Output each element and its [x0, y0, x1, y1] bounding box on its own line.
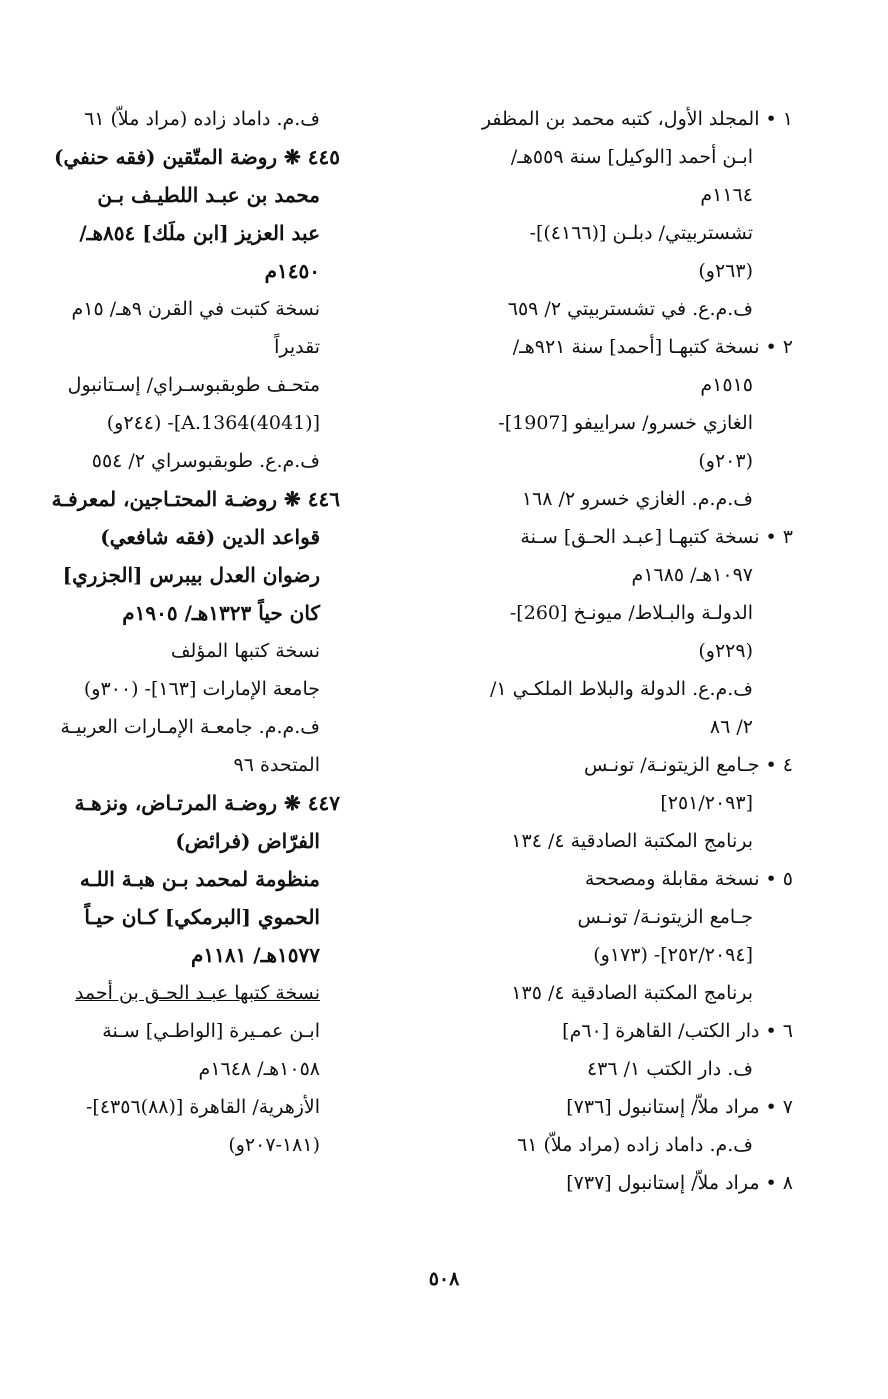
entry-line: ف.م. داماد زاده (مراد ملاّ) ٦١: [517, 1134, 753, 1156]
entry-line: تشستربيتي/ دبلـن [(٤١٦٦)]-: [529, 222, 753, 244]
entry-line: الدولـة والبـلاط/ ميونـخ [260]-: [509, 602, 753, 624]
entry-line: (٢٦٣و): [698, 260, 753, 282]
entry-heading: الفرّاض (فرائض): [175, 829, 320, 853]
entry-line: ف.م. داماد زاده (مراد ملاّ) ٦١: [84, 108, 320, 130]
entry-line: جـامع الزيتونـة/ تونـس: [577, 906, 753, 928]
entry-line: ف.م.ع. الدولة والبلاط الملكـي ١/: [489, 678, 753, 700]
entry-line: ف.م.م. جامعـة الإمـارات العربيـة: [60, 716, 320, 738]
page-number: ٥٠٨: [428, 1268, 460, 1290]
entry-line: (٢٢٩و): [698, 640, 753, 662]
entry-author: ١٥٧٧هـ/ ١١٨١م: [190, 943, 320, 967]
entry-author: رضوان العدل بيبرس [الجزري]: [62, 563, 320, 587]
entry-line: ف.م.م. الغازي خسرو ٢/ ١٦٨: [521, 488, 753, 510]
entry-heading: ٤٤٦ ❋ روضـة المحتـاجين، لمعرفـة: [51, 487, 340, 511]
entry-line: نسخة كتبها المؤلف: [170, 640, 320, 662]
entry-line: (١٨١-٢٠٧و): [228, 1134, 320, 1156]
entry-line: ٢/ ٨٦: [709, 716, 753, 738]
entry-line: نسخة كتبها عبـد الحـق بن أحمد: [74, 982, 320, 1004]
entry-line: ١٥١٥م: [700, 374, 753, 396]
entry-line: ٥ • نسخة مقابلة ومصححة: [584, 868, 793, 890]
entry-heading: قواعد الدين (فقه شافعي): [100, 525, 320, 549]
entry-line: ٨ • مراد ملاّ/ إستانبول [٧٣٧]: [566, 1172, 793, 1194]
entry-line: ابـن أحمد [الوكيل] سنة ٥٥٩هـ/: [510, 146, 753, 168]
entry-author: عبد العزيز [ابن ملَك] ٨٥٤هـ/: [79, 221, 320, 245]
entry-line: ٤ • جـامع الزيتونـة/ تونـس: [584, 754, 793, 776]
entry-author: محمد بن عبـد اللطيـف بـن: [97, 183, 320, 207]
entry-heading: ٤٤٥ ❋ روضة المتّقين (فقه حنفي): [54, 145, 340, 169]
entry-line: ٧ • مراد ملاّ/ إستانبول [٧٣٦]: [566, 1096, 793, 1118]
right-column: [393, 100, 793, 1202]
entry-author: ١٤٥٠م: [264, 259, 320, 283]
entry-line: ف.م.ع. في تشستربيتي ٢/ ٦٥٩: [507, 298, 753, 320]
entry-line: الأزهرية/ القاهرة [(٨٨)٤٣٥٦]-: [85, 1096, 320, 1118]
entry-line: المتحدة ٩٦: [233, 754, 320, 776]
entry-author: كان حياً ١٣٢٣هـ/ ١٩٠٥م: [122, 601, 320, 625]
entry-line: برنامج المكتبة الصادقية ٤/ ١٣٤: [511, 830, 753, 852]
entry-line: ف. دار الكتب ١/ ٤٣٦: [586, 1058, 753, 1080]
entry-line: ١١٦٤م: [700, 184, 753, 206]
entry-line: ١ • المجلد الأول، كتبه محمد بن المظفر: [481, 108, 793, 130]
entry-line: ٦ • دار الكتب/ القاهرة [٦٠م]: [562, 1020, 793, 1042]
entry-line: ف.م.ع. طوبقبوسراي ٢/ ٥٥٤: [91, 450, 320, 472]
entry-line: متحـف طوبقبوسـراي/ إسـتانبول: [67, 374, 320, 396]
entry-heading: ٤٤٧ ❋ روضـة المرتـاض، ونزهـة: [74, 791, 340, 815]
entry-line: نسخة كتبت في القرن ٩هـ/ ١٥م: [71, 298, 320, 320]
entry-line: تقديراً: [274, 336, 320, 358]
entry-line: ١٠٩٧هـ/ ١٦٨٥م: [631, 564, 753, 586]
entry-line: جامعة الإمارات [١٦٣]- (٣٠٠و): [83, 678, 320, 700]
entry-line: (٢٠٣و): [698, 450, 753, 472]
entry-line: الغازي خسرو/ سراييفو [1907]-: [498, 412, 753, 434]
entry-line: ٣ • نسخة كتبهـا [عبـد الحـق] سـنة: [520, 526, 793, 548]
entry-line: ابـن عمـيرة [الواطـي] سـنة: [102, 1020, 320, 1042]
entry-line: [٢٥٢/٢٠٩٤]- (١٧٣و): [593, 944, 753, 966]
entry-line: ٢ • نسخة كتبهـا [أحمد] سنة ٩٢١هـ/: [512, 336, 793, 358]
entry-author: الحموي [البرمكي] كـان حيـاً: [84, 905, 320, 929]
entry-line: [٢٥١/٢٠٩٣]: [660, 792, 753, 814]
entry-author: منظومة لمحمد بـن هبـة اللـه: [79, 867, 320, 891]
left-column: [40, 100, 340, 1164]
entry-line: برنامج المكتبة الصادقية ٤/ ١٣٥: [511, 982, 753, 1004]
entry-line: [A.1364(4041)]- (٢٤٤و): [106, 412, 320, 434]
entry-line: ١٠٥٨هـ/ ١٦٤٨م: [198, 1058, 320, 1080]
